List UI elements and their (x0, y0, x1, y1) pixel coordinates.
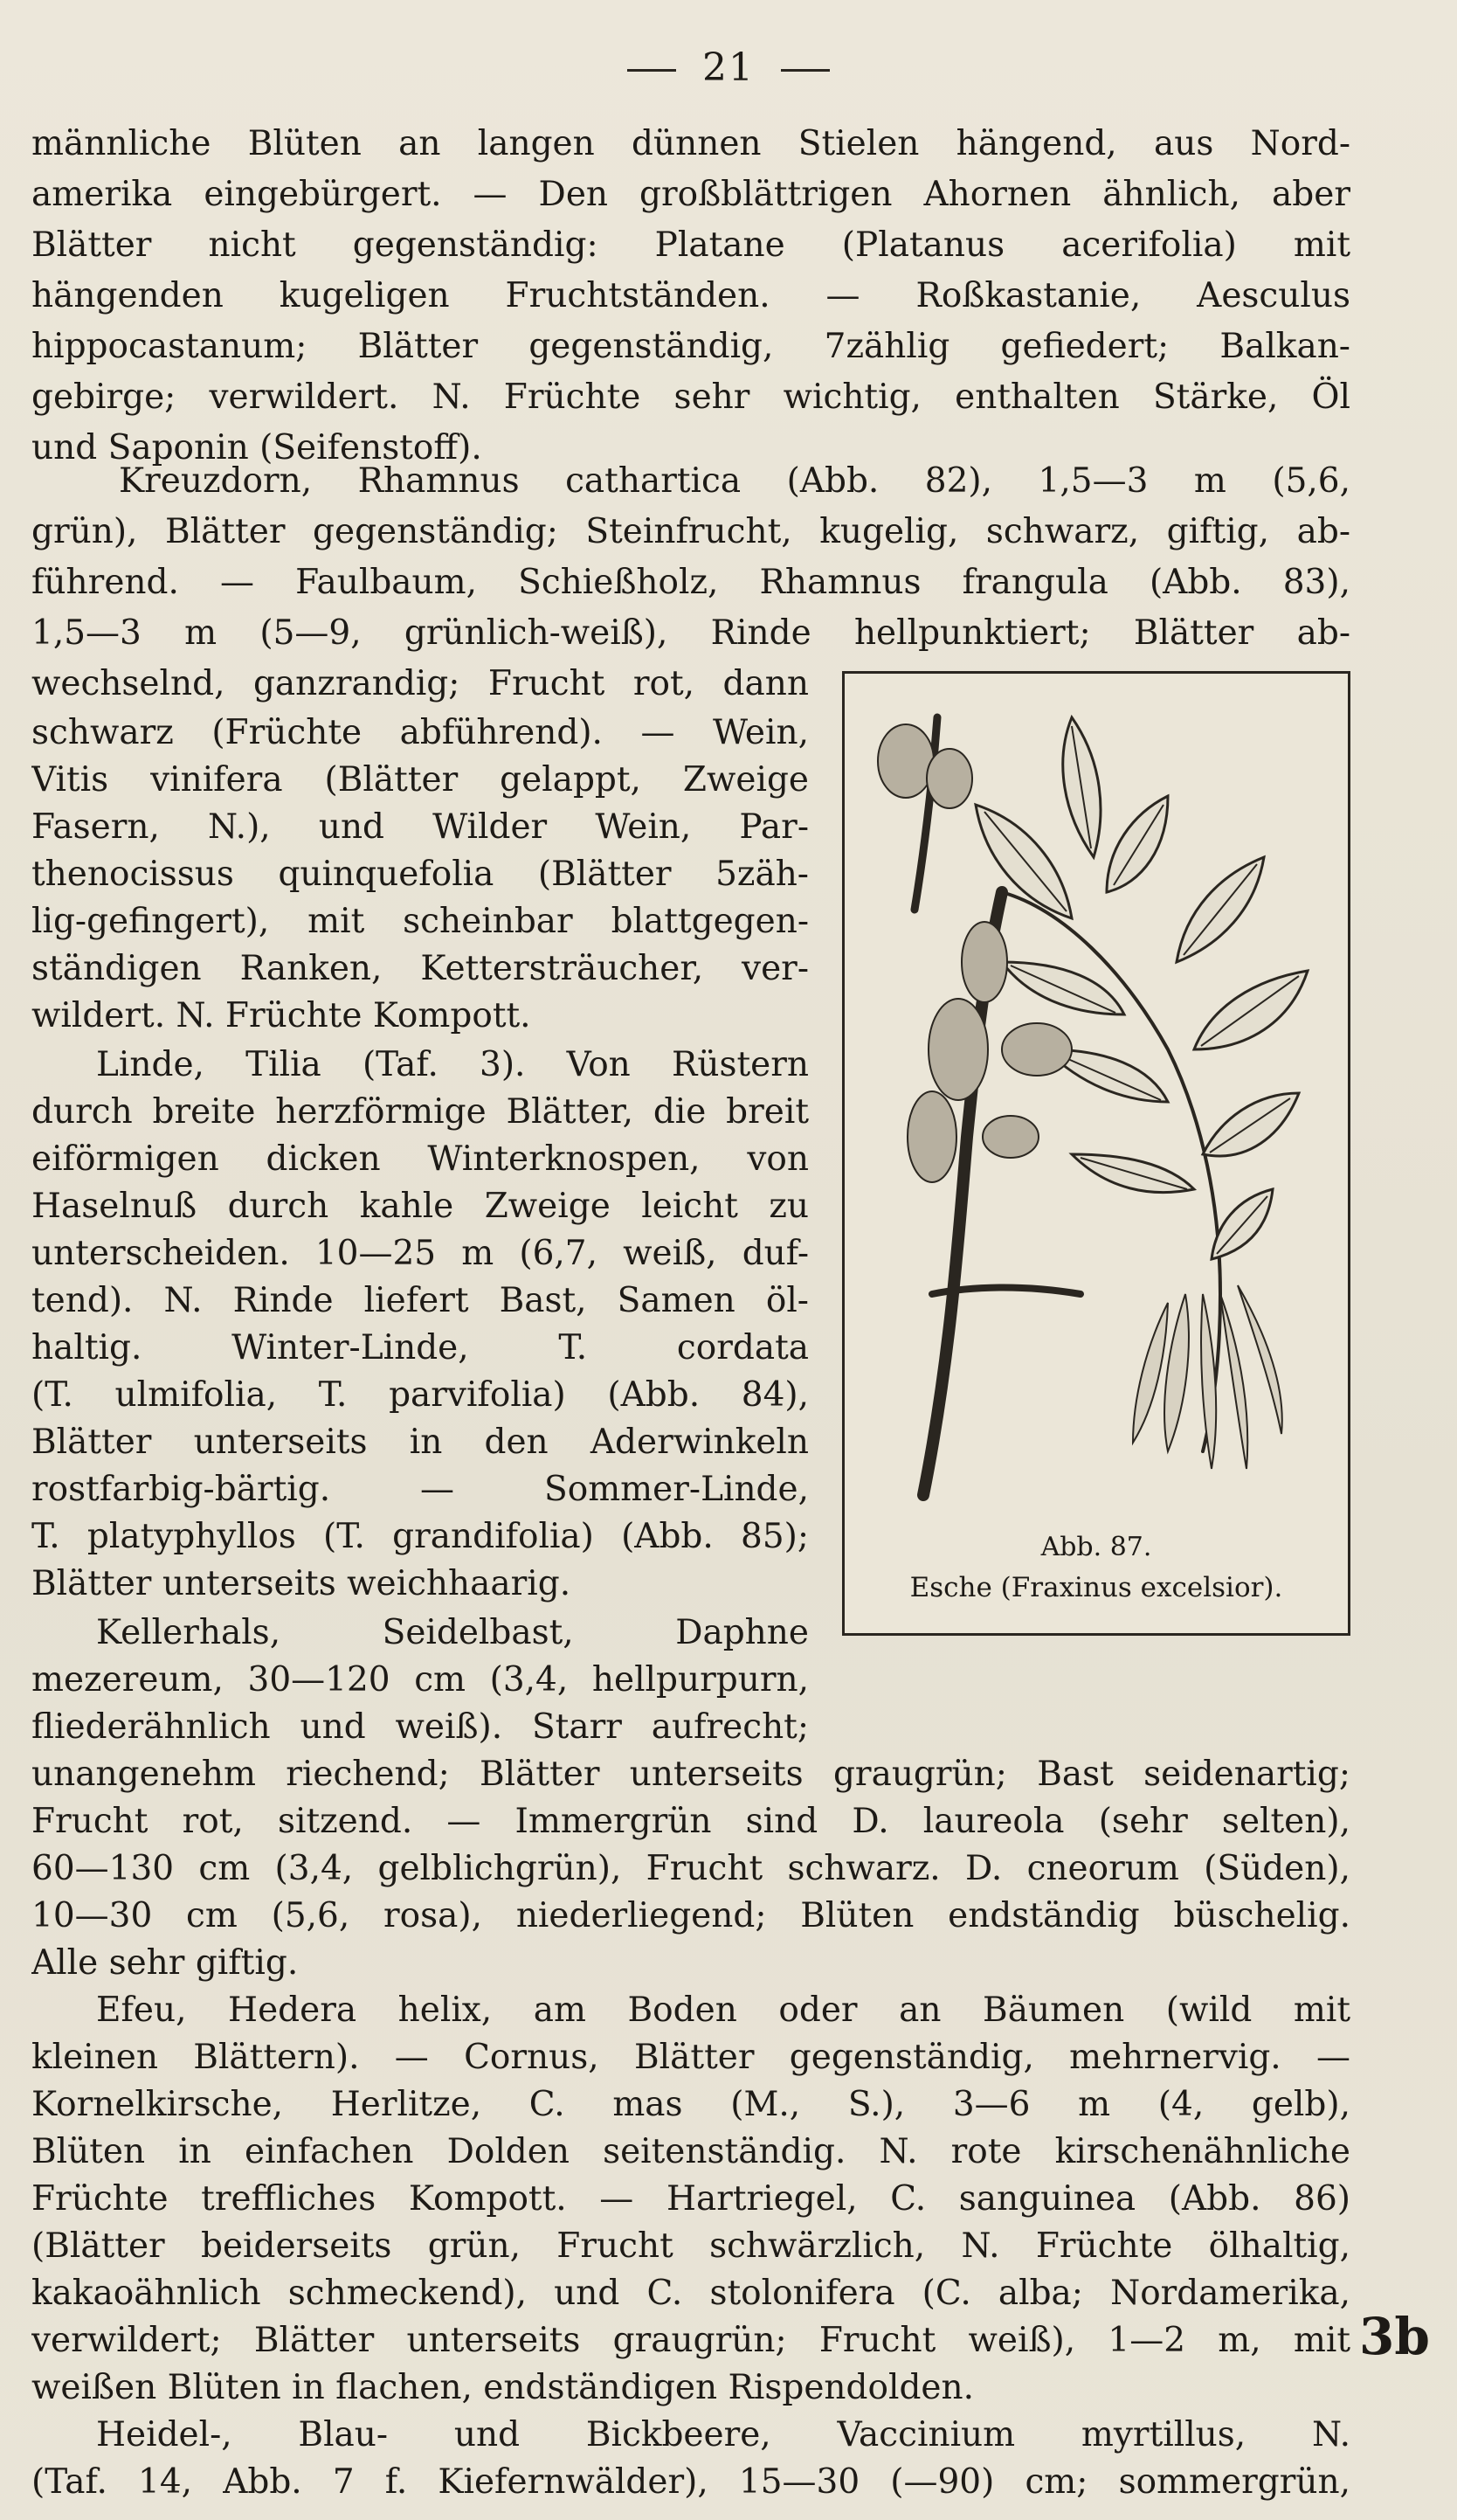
text-line: rostfarbig-bärtig. — Sommer-Linde, (31, 1470, 809, 1509)
text-line: (Blätter beiderseits grün, Frucht schwärzlich, N. Früchte ölhaltig, (31, 2226, 1350, 2266)
text-line: Blätter unterseits in den Aderwinkeln (31, 1423, 809, 1462)
text-line: Blüten in einfachen Dolden seitenständig. N. rote kirschenähnliche (31, 2132, 1350, 2171)
text-line: Blätter unterseits weichhaarig. (31, 1564, 571, 1603)
ash-branch-drawing (853, 682, 1339, 1521)
text-line: und Saponin (Seifenstoff). (31, 428, 482, 467)
text-line: Haselnuß durch kahle Zweige leicht zu (31, 1187, 809, 1226)
text-line: fliederähnlich und weiß). Starr aufrecht; (31, 1707, 809, 1747)
figure-caption: Esche (Fraxinus excelsior). (909, 1572, 1283, 1603)
text-line: Frucht rot, sitzend. — Immergrün sind D. laureola (sehr selten), (31, 1802, 1350, 1841)
text-line: Blätter nicht gegenständig: Platane (Platanus acerifolia) mit (31, 225, 1350, 265)
text-line: amerika eingebürgert. — Den großblättrigen Ahornen ähnlich, aber (31, 175, 1350, 214)
text-line: weißen Blüten in flachen, endständigen Rispendolden. (31, 2368, 975, 2407)
text-line: wechselnd, ganzrandig; Frucht rot, dann (31, 664, 809, 703)
text-line: durch breite herzförmige Blätter, die breit (31, 1092, 809, 1132)
text-line: kleinen Blättern). — Cornus, Blätter gegenständig, mehrnervig. — (31, 2038, 1350, 2077)
signature-mark: 3b (1359, 2307, 1430, 2366)
text-line: T. platyphyllos (T. grandifolia) (Abb. 85); (31, 1517, 809, 1556)
text-line: gebirge; verwildert. N. Früchte sehr wichtig, enthalten Stärke, Öl (31, 377, 1350, 417)
text-line: tend). N. Rinde liefert Bast, Samen öl- (31, 1281, 809, 1320)
text-line: unangenehm riechend; Blätter unterseits graugrün; Bast seidenartig; (31, 1755, 1350, 1794)
text-line: führend. — Faulbaum, Schießholz, Rhamnus frangula (Abb. 83), (31, 563, 1350, 602)
text-line: (T. ulmifolia, T. parvifolia) (Abb. 84), (31, 1375, 809, 1415)
text-line: 10—30 cm (5,6, rosa), niederliegend; Blüten endständig büschelig. (31, 1896, 1350, 1935)
text-line: wildert. N. Früchte Kompott. (31, 996, 531, 1035)
text-line: Heidel-, Blau- und Bickbeere, Vaccinium myrtillus, N. (96, 2415, 1350, 2454)
figure-number: Abb. 87. (1040, 1532, 1152, 1562)
text-line: eiförmigen dicken Winterknospen, von (31, 1139, 809, 1179)
text-line: verwildert; Blätter unterseits graugrün; Frucht weiß), 1—2 m, mit (31, 2321, 1350, 2360)
page-number: 21 (0, 45, 1457, 90)
text-line: lig-gefingert), mit scheinbar blattgegen- (31, 902, 809, 941)
text-line: Alle sehr giftig. (31, 1943, 299, 1983)
text-line: unterscheiden. 10—25 m (6,7, weiß, duf- (31, 1234, 809, 1273)
text-line: Linde, Tilia (Taf. 3). Von Rüstern (96, 1045, 809, 1084)
text-line: Früchte treffliches Kompott. — Hartriegel, C. sanguinea (Abb. 86) (31, 2179, 1350, 2219)
text-line: (Taf. 14, Abb. 7 f. Kiefernwälder), 15—30 (—90) cm; sommergrün, (31, 2462, 1350, 2502)
text-line: mezereum, 30—120 cm (3,4, hellpurpurn, (31, 1660, 809, 1700)
text-line: 60—130 cm (3,4, gelblichgrün), Frucht schwarz. D. cneorum (Süden), (31, 1849, 1350, 1888)
text-line: Kreuzdorn, Rhamnus cathartica (Abb. 82), 1,5—3 m (5,6, (119, 461, 1350, 501)
text-line: hängenden kugeligen Fruchtständen. — Roßkastanie, Aesculus (31, 276, 1350, 315)
figure-ash-illustration (842, 671, 1350, 1636)
text-line: thenocissus quinquefolia (Blätter 5zäh- (31, 855, 809, 894)
text-line: Vitis vinifera (Blätter gelappt, Zweige (31, 760, 809, 800)
text-line: grün), Blätter gegenständig; Steinfrucht, kugelig, schwarz, giftig, ab- (31, 512, 1350, 551)
text-line: ständigen Ranken, Kettersträucher, ver- (31, 949, 809, 988)
text-line: Kellerhals, Seidelbast, Daphne (96, 1613, 809, 1652)
text-line: haltig. Winter-Linde, T. cordata (31, 1328, 809, 1367)
text-line: Kornelkirsche, Herlitze, C. mas (M., S.), 3—6 m (4, gelb), (31, 2085, 1350, 2124)
text-line: schwarz (Früchte abführend). — Wein, (31, 713, 809, 752)
text-line: kakaoähnlich schmeckend), und C. stolonifera (C. alba; Nordamerika, (31, 2274, 1350, 2313)
text-line: Fasern, N.), und Wilder Wein, Par- (31, 807, 809, 847)
text-line: 1,5—3 m (5—9, grünlich-weiß), Rinde hellpunktiert; Blätter ab- (31, 613, 1350, 653)
text-line: Efeu, Hedera helix, am Boden oder an Bäumen (wild mit (96, 1990, 1350, 2030)
text-line: hippocastanum; Blätter gegenständig, 7zählig gefiedert; Balkan- (31, 327, 1350, 366)
text-line: männliche Blüten an langen dünnen Stielen hängend, aus Nord- (31, 124, 1350, 163)
